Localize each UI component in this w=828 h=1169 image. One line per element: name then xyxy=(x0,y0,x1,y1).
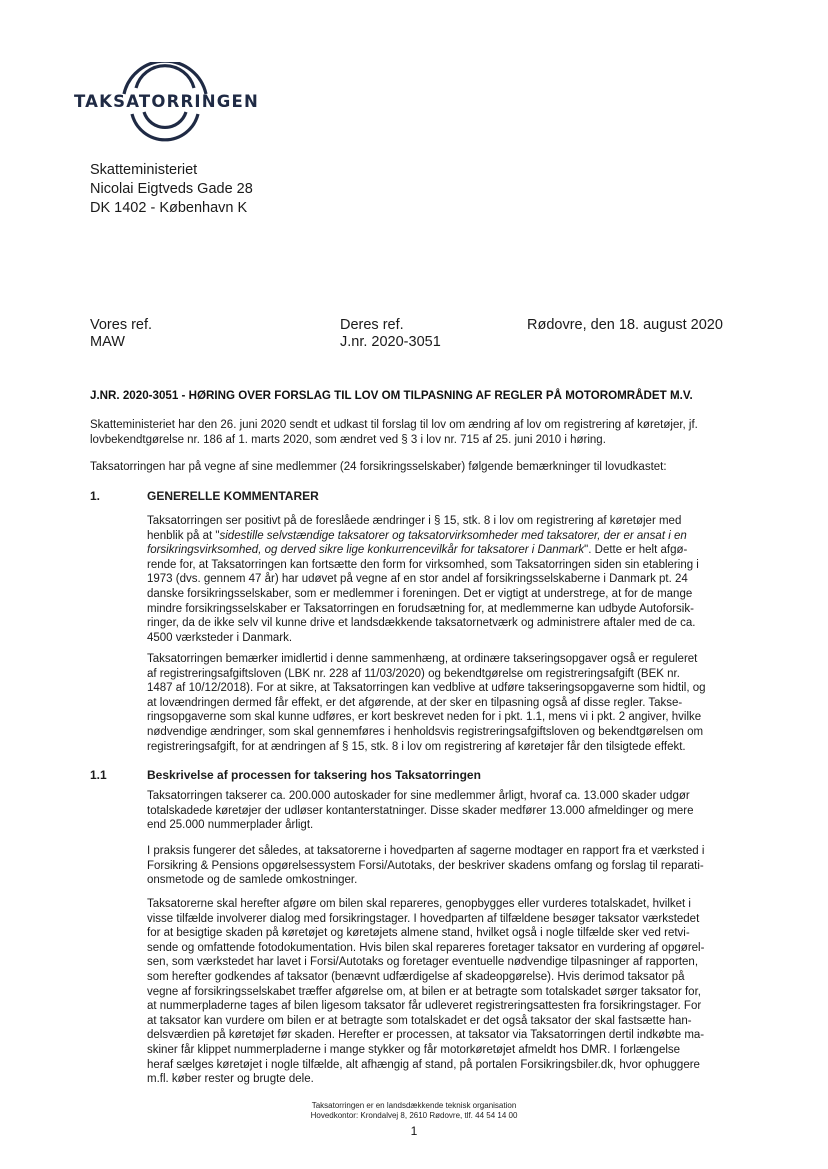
text-line: ringsopgaverne som skal kunne udføres, er kort beskrevet neden for i pkt. 1.1, mens vi i pkt. 2 angiver, hvilke xyxy=(147,711,702,724)
recipient-line: Skatteministeriet xyxy=(90,162,198,178)
text-line: for at besigtige skaden på køretøjet og køretøjets almene stand, hvilket også i nogle tilfælde sker ved retvi- xyxy=(147,927,690,940)
our-reference-value: MAW xyxy=(90,334,125,350)
section-1-title: GENERELLE KOMMENTARER xyxy=(147,489,319,503)
text-line: Taksatorringen bemærker imidlertid i denne sammenhæng, at ordinære takseringsopgaver også er reguleret xyxy=(147,653,698,665)
section-1-1-number: 1.1 xyxy=(90,768,107,782)
quote-open: henblik på at " xyxy=(147,529,220,542)
text-line: Taksatorringen takserer ca. 200.000 autoskader for sine medlemmer årligt, hvoraf ca. 13.000 skader udgør xyxy=(147,790,690,802)
section-1-1-paragraph-2 xyxy=(147,844,747,888)
text-line: delsværdien på køretøjet før skaden. Herefter er processen, at taksator via Taksatorringen dertil indkøbte ma- xyxy=(147,1029,705,1042)
section-1-1-paragraph-3 xyxy=(147,897,747,1087)
text-line: sen, som værkstedet har lavet i Forsi/Autotaks og foretager eventuelle nødvendige tilpasninger af rapporten, xyxy=(147,956,699,969)
text-line: Forsikring & Pensions opgørelsessystem Forsi/Autotaks, der beskriver skadens omfang og forslag til reparati- xyxy=(147,859,704,872)
recipient-line: DK 1402 - København K xyxy=(90,200,248,216)
text-line: Skatteministeriet har den 26. juni 2020 sendt et udkast til forslag til lov om ændring af lov om registrering af køretøjer, jf. xyxy=(90,419,698,431)
section-1-paragraph-2 xyxy=(147,652,747,754)
text-line: at nummerpladerne tages af bilen ligesom taksator får udleveret registreringsattesten fra forsikringstager. For xyxy=(147,1000,702,1013)
text-line xyxy=(147,543,747,558)
recipient-line: Nicolai Eigtveds Gade 28 xyxy=(90,181,253,197)
text-line: at taksator kan vurdere om bilen er at betragte som totalskadet er det også taksator der skal fastsætte han- xyxy=(147,1014,692,1027)
section-1-number: 1. xyxy=(90,489,101,503)
quote-text: sidestille selvstændige taksatorer og taksatorvirksomheder med taksatorer, der er ansat i en xyxy=(219,529,687,542)
text-line: af registreringsafgiftsloven (LBK nr. 228 af 11/03/2020) og bekendtgørelse om registreringsafgift (BEK nr. xyxy=(147,667,680,680)
text-line: danske forsikringsselskaber, som er medlemmer i foreningen. Det er vigtigt at understrege, at for de mange xyxy=(147,587,693,600)
text-line: registreringsafgift, for at ændringen af § 15, stk. 8 i lov om registrering af køretøjer får den tilsigtede effekt. xyxy=(147,740,686,753)
text-line: lovbekendtgørelse nr. 186 af 1. marts 2020, som ændret ved § 3 i lov nr. 715 af 25. juni 2010 i høring. xyxy=(90,433,606,446)
letter-subject: J.NR. 2020-3051 - HØRING OVER FORSLAG TIL LOV OM TILPASNING AF REGLER PÅ MOTOROMRÅDET M.V. xyxy=(90,389,693,402)
text-line: Taksatorringen ser positivt på de foreslåede ændringer i § 15, stk. 8 i lov om registrering af køretøjer med xyxy=(147,515,682,527)
text-line: 1487 af 10/12/2018). For at sikre, at Taksatorringen kan vedblive at udføre takseringsopgaverne som hidtil, og xyxy=(147,682,706,695)
text-line: vegne af forsikringsselskabet træffer afgørelse om, at bilen er at betragte som totalskadet sørger taksator for, xyxy=(147,985,701,998)
text-line: sende og omfattende fotodokumentation. Hvis bilen skal repareres foretager taksator en vurdering af opgørel- xyxy=(147,941,705,954)
our-reference-label: Vores ref. xyxy=(90,317,153,333)
text-line: m.fl. køber rester og brugte dele. xyxy=(147,1073,314,1086)
text-line: totalskadede køretøjer der udløser kontanterstatninger. Disse skader medfører 13.000 afmeldinger og mere xyxy=(147,804,694,817)
intro-paragraph-1 xyxy=(90,418,740,447)
text-line: rende for, at Taksatorringen kan fortsætte den form for virksomhed, som Taksatorringen siden sin etablering i xyxy=(147,558,699,571)
text-line: ringer, da de ikke selv vil kunne drive et landsdækkende taksatornetværk og administrere aftaler med de ca. xyxy=(147,617,696,630)
text-line: at lovændringen dermed får effekt, er det afgørende, at der sker en tilpasning også af disse regler. Takse- xyxy=(147,696,683,709)
text-line: Taksatorerne skal herefter afgøre om bilen skal repareres, genopbygges eller vurderes totalskadet, hvilket i xyxy=(147,898,691,910)
text-line: nødvendige ændringer, som skal gennemføres i henholdsvis registreringsafgiftsloven og bekendtgørelsen om xyxy=(147,725,704,738)
quote-text: forsikringsvirksomhed, og derved sikre lige konkurrencevilkår for taksatorer i Danmark xyxy=(147,544,585,557)
text-line: visse tilfælde involverer dialog med forsikringstager. I hovedparten af tilfældene besøger taksator værkstedet xyxy=(147,912,700,925)
text-line: I praksis fungerer det således, at taksatorerne i hovedparten af sagerne modtager en rapport fra et værksted i xyxy=(147,845,705,857)
their-reference-value: J.nr. 2020-3051 xyxy=(340,334,441,350)
section-1-1-paragraph-1 xyxy=(147,789,747,833)
section-1-1-title: Beskrivelse af processen for taksering hos Taksatorringen xyxy=(147,768,481,782)
taksatorringen-logo xyxy=(70,62,260,144)
text-line: 1973 (dvs. gennem 47 år) har udøvet på vegne af en stor andel af forsikringsselskaberne i Danmark pt. 24 xyxy=(147,573,688,586)
their-reference xyxy=(340,317,441,351)
text-line: som herefter godkendes af taksator (benævnt udfærdigelse af skadeopgørelse). Hvis derimod taksator på xyxy=(147,970,685,983)
text-line xyxy=(147,529,747,544)
text-line: heraf sælges køretøjet i nogle tilfælde, alt afhængig af stand, på portalen Forsikringsbiler.dk, hvor ophuggere xyxy=(147,1058,700,1071)
intro-paragraph-2 xyxy=(90,460,740,475)
text-line: Taksatorringen har på vegne af sine medlemmer (24 forsikringsselskaber) følgende bemærkninger til lovudkastet: xyxy=(90,461,667,473)
section-1-paragraph-1 xyxy=(147,514,747,645)
our-reference xyxy=(90,317,152,351)
text-line: 4500 værksteder i Danmark. xyxy=(147,631,293,644)
footer-line: Taksatorringen er en landsdækkende teknisk organisation xyxy=(311,1101,517,1110)
letter-footer xyxy=(0,1101,828,1121)
their-reference-label: Deres ref. xyxy=(340,317,404,333)
page-number: 1 xyxy=(410,1124,418,1138)
text-line: end 25.000 nummerplader årligt. xyxy=(147,819,314,832)
text-line: mindre forsikringsselskaber er Taksatorringen en forudsætning for, at medlemmerne kan udbyde Autoforsik- xyxy=(147,602,694,615)
letter-date: Rødovre, den 18. august 2020 xyxy=(527,317,723,333)
footer-line: Hovedkontor: Krondalvej 8, 2610 Rødovre, tlf. 44 54 14 00 xyxy=(310,1111,518,1120)
recipient-address xyxy=(90,161,253,218)
logo-wordmark: TAKSATORRINGEN xyxy=(74,92,259,111)
quote-close: ". Dette er helt afgø- xyxy=(584,544,688,557)
text-line: onsmetode og de samlede omkostninger. xyxy=(147,874,358,887)
text-line: skiner får klippet nummerpladerne i mange stykker og får motorkøretøjet afmeldt hos DMR. I forlængelse xyxy=(147,1043,681,1056)
